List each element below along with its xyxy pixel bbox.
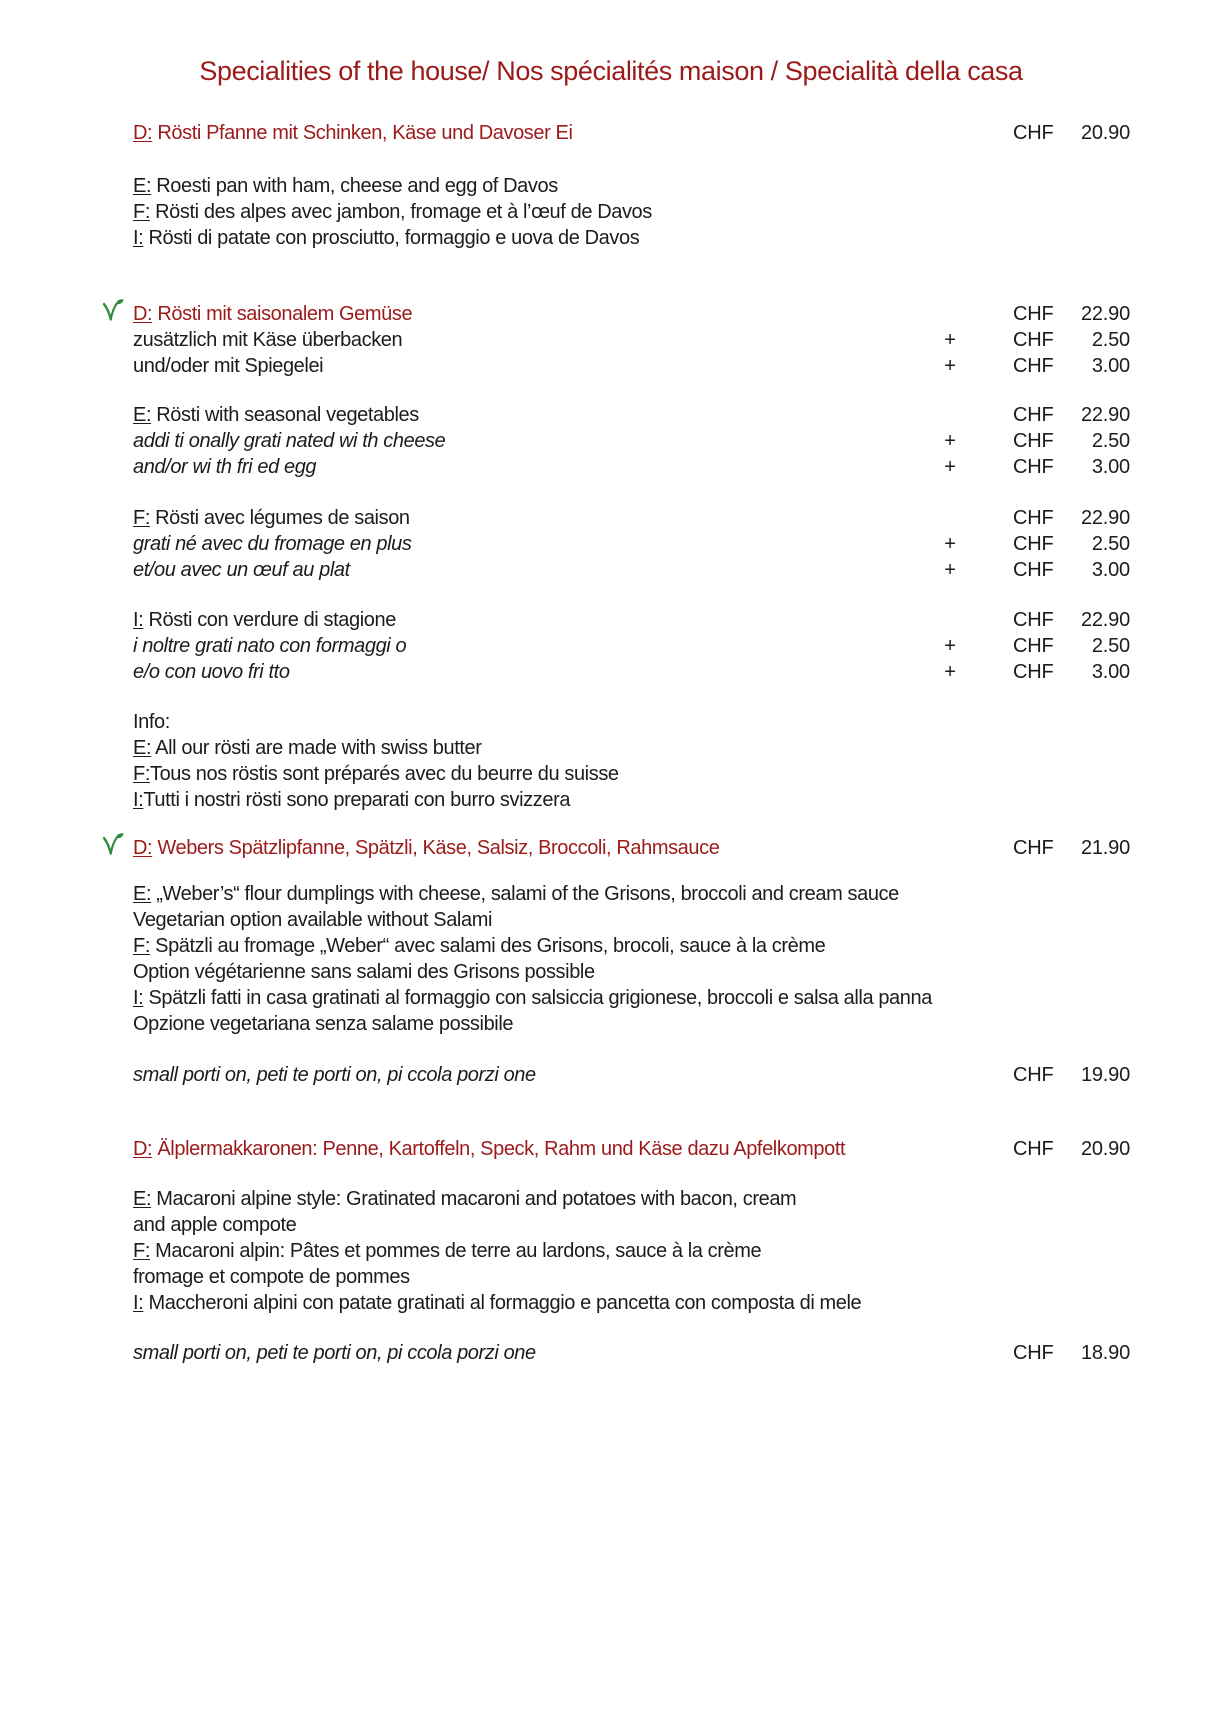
vegetarian-v-leaf-icon bbox=[99, 297, 127, 325]
surcharge-plus-sign: + bbox=[944, 355, 956, 377]
menu-line-text bbox=[133, 1214, 296, 1236]
menu-line-text bbox=[133, 789, 570, 811]
language-prefix: D: bbox=[133, 122, 153, 144]
menu-line-label: Tous nos röstis sont préparés avec du beurre du suisse bbox=[149, 763, 619, 785]
price-value: 22.90 bbox=[1080, 404, 1130, 426]
menu-line bbox=[133, 531, 1130, 557]
menu-line-text bbox=[133, 456, 316, 478]
menu-line-text bbox=[133, 1013, 513, 1035]
currency-label: CHF bbox=[1013, 1138, 1054, 1160]
currency-label: CHF bbox=[1013, 404, 1054, 426]
menu-lines bbox=[133, 90, 1130, 1366]
currency-label: CHF bbox=[1013, 609, 1054, 631]
menu-line-label: and apple compote bbox=[133, 1214, 297, 1236]
currency-label: CHF bbox=[1013, 837, 1054, 859]
menu-line-text bbox=[133, 1342, 536, 1364]
menu-line-text bbox=[133, 303, 412, 325]
language-prefix: E: bbox=[133, 737, 152, 759]
language-prefix: I: bbox=[133, 227, 144, 249]
menu-line-label: et/ou avec un œuf au plat bbox=[133, 559, 350, 581]
menu-line-label: Maccheroni alpini con patate gratinati al formaggio e pancetta con composta di mele bbox=[143, 1292, 862, 1314]
menu-item-heading bbox=[133, 835, 1130, 861]
page-title: Specialities of the house/ Nos spécialités maison / Specialità della casa bbox=[199, 56, 1023, 86]
menu-line bbox=[133, 173, 1130, 199]
menu-line-text bbox=[133, 175, 558, 197]
menu-line-text bbox=[133, 430, 445, 452]
menu-line-text bbox=[133, 1064, 536, 1086]
menu-line bbox=[133, 505, 1130, 531]
currency-label: CHF bbox=[1013, 456, 1054, 478]
currency-label: CHF bbox=[1013, 507, 1054, 529]
menu-line bbox=[133, 907, 1130, 933]
menu-line bbox=[133, 659, 1130, 685]
menu-line-text bbox=[133, 635, 406, 657]
menu-line-text bbox=[133, 404, 419, 426]
menu-line-text bbox=[133, 661, 290, 683]
menu-line bbox=[133, 761, 1130, 787]
menu-line-text bbox=[133, 1292, 861, 1314]
currency-label: CHF bbox=[1013, 329, 1054, 351]
menu-line-label: Info: bbox=[133, 711, 170, 733]
menu-line-text bbox=[133, 737, 482, 759]
currency-label: CHF bbox=[1013, 1342, 1054, 1364]
menu-line bbox=[133, 735, 1130, 761]
menu-item-heading bbox=[133, 1136, 1130, 1162]
currency-label: CHF bbox=[1013, 635, 1054, 657]
menu-line-label: All our rösti are made with swiss butter bbox=[151, 737, 482, 759]
vegetarian-v-leaf-icon bbox=[99, 831, 127, 859]
menu-line-text bbox=[133, 935, 825, 957]
menu-line bbox=[133, 985, 1130, 1011]
menu-line-label: Rösti di patate con prosciutto, formaggio e uova de Davos bbox=[143, 227, 640, 249]
menu-line-text bbox=[133, 987, 932, 1009]
menu-line-label: Rösti avec légumes de saison bbox=[149, 507, 410, 529]
language-prefix: I: bbox=[133, 609, 144, 631]
menu-line-label: „Weber’s“ flour dumplings with cheese, salami of the Grisons, broccoli and cream sauce bbox=[151, 883, 899, 905]
menu-line-label: fromage et compote de pommes bbox=[133, 1266, 410, 1288]
price-value: 3.00 bbox=[1091, 456, 1130, 478]
menu-line bbox=[133, 607, 1130, 633]
surcharge-plus-sign: + bbox=[944, 456, 956, 478]
surcharge-plus-sign: + bbox=[944, 533, 956, 555]
menu-line-label: Rösti with seasonal vegetables bbox=[151, 404, 419, 426]
menu-item-heading bbox=[133, 301, 1130, 327]
price-value: 3.00 bbox=[1091, 661, 1130, 683]
language-prefix: E: bbox=[133, 883, 152, 905]
menu-line-text bbox=[133, 1138, 845, 1160]
menu-line-text bbox=[133, 909, 492, 931]
menu-line-text bbox=[133, 763, 619, 785]
menu-line-label: i noltre grati nato con formaggi o bbox=[133, 635, 407, 657]
currency-label: CHF bbox=[1013, 533, 1054, 555]
menu-line-text bbox=[133, 1188, 796, 1210]
menu-item-heading bbox=[133, 120, 1130, 146]
menu-line bbox=[133, 1186, 1130, 1212]
menu-line bbox=[133, 1340, 1130, 1366]
menu-line-text bbox=[133, 201, 652, 223]
language-prefix: D: bbox=[133, 837, 153, 859]
menu-line bbox=[133, 327, 1130, 353]
language-prefix: F: bbox=[133, 763, 150, 785]
menu-line-label: small porti on, peti te porti on, pi ccola porzi one bbox=[133, 1064, 536, 1086]
currency-label: CHF bbox=[1013, 430, 1054, 452]
menu-line-text bbox=[133, 507, 410, 529]
menu-line-text bbox=[133, 227, 639, 249]
menu-line-label: Macaroni alpin: Pâtes et pommes de terre au lardons, sauce à la crème bbox=[149, 1240, 762, 1262]
menu-line bbox=[133, 1011, 1130, 1037]
menu-line-label: Rösti Pfanne mit Schinken, Käse und Davoser Ei bbox=[152, 122, 573, 144]
currency-label: CHF bbox=[1013, 1064, 1054, 1086]
language-prefix: I: bbox=[133, 789, 144, 811]
currency-label: CHF bbox=[1013, 303, 1054, 325]
language-prefix: E: bbox=[133, 404, 152, 426]
price-value: 2.50 bbox=[1091, 635, 1130, 657]
currency-label: CHF bbox=[1013, 122, 1054, 144]
menu-line-label: Opzione vegetariana senza salame possibile bbox=[133, 1013, 514, 1035]
language-prefix: I: bbox=[133, 987, 144, 1009]
price-value: 2.50 bbox=[1091, 533, 1130, 555]
surcharge-plus-sign: + bbox=[944, 635, 956, 657]
menu-line bbox=[133, 933, 1130, 959]
price-value: 2.50 bbox=[1091, 329, 1130, 351]
menu-line bbox=[133, 1212, 1130, 1238]
menu-line-label: small porti on, peti te porti on, pi ccola porzi one bbox=[133, 1342, 536, 1364]
menu-line bbox=[133, 402, 1130, 428]
menu-line bbox=[133, 959, 1130, 985]
menu-line-label: Rösti des alpes avec jambon, fromage et à l’œuf de Davos bbox=[149, 201, 652, 223]
currency-label: CHF bbox=[1013, 559, 1054, 581]
menu-line bbox=[133, 1264, 1130, 1290]
menu-line-label: grati né avec du fromage en plus bbox=[133, 533, 412, 555]
price-value: 2.50 bbox=[1091, 430, 1130, 452]
language-prefix: I: bbox=[133, 1292, 144, 1314]
price-value: 21.90 bbox=[1080, 837, 1130, 859]
menu-line-label: Älplermakkaronen: Penne, Kartoffeln, Speck, Rahm und Käse dazu Apfelkompott bbox=[152, 1138, 846, 1160]
menu-line-label: Rösti con verdure di stagione bbox=[143, 609, 396, 631]
surcharge-plus-sign: + bbox=[944, 661, 956, 683]
menu-line-text bbox=[133, 355, 323, 377]
price-value: 22.90 bbox=[1080, 303, 1130, 325]
menu-line-label: und/oder mit Spiegelei bbox=[133, 355, 324, 377]
menu-line-label: Rösti mit saisonalem Gemüse bbox=[152, 303, 413, 325]
menu-line-text bbox=[133, 122, 573, 144]
menu-line-text bbox=[133, 559, 350, 581]
price-value: 22.90 bbox=[1080, 507, 1130, 529]
menu-line-text bbox=[133, 711, 170, 733]
menu-line bbox=[133, 1062, 1130, 1088]
price-value: 22.90 bbox=[1080, 609, 1130, 631]
menu-line-text bbox=[133, 1266, 410, 1288]
menu-line-text bbox=[133, 837, 719, 859]
language-prefix: D: bbox=[133, 303, 153, 325]
menu-line bbox=[133, 1238, 1130, 1264]
price-value: 3.00 bbox=[1091, 559, 1130, 581]
menu-line-label: Webers Spätzlipfanne, Spätzli, Käse, Salsiz, Broccoli, Rahmsauce bbox=[152, 837, 720, 859]
menu-line bbox=[133, 787, 1130, 813]
menu-line-text bbox=[133, 961, 595, 983]
menu-line bbox=[133, 881, 1130, 907]
menu-line-label: Macaroni alpine style: Gratinated macaroni and potatoes with bacon, cream bbox=[151, 1188, 797, 1210]
menu-line bbox=[133, 353, 1130, 379]
language-prefix: D: bbox=[133, 1138, 153, 1160]
surcharge-plus-sign: + bbox=[944, 430, 956, 452]
menu-line-label: Spätzli fatti in casa gratinati al formaggio con salsiccia grigionese, broccoli e salsa alla panna bbox=[143, 987, 932, 1009]
menu-line-text bbox=[133, 329, 402, 351]
menu-line-text bbox=[133, 609, 396, 631]
language-prefix: F: bbox=[133, 935, 150, 957]
price-value: 20.90 bbox=[1080, 1138, 1130, 1160]
price-value: 19.90 bbox=[1080, 1064, 1130, 1086]
price-value: 3.00 bbox=[1091, 355, 1130, 377]
menu-line-label: Roesti pan with ham, cheese and egg of Davos bbox=[151, 175, 558, 197]
menu-line-label: Spätzli au fromage „Weber“ avec salami des Grisons, brocoli, sauce à la crème bbox=[149, 935, 826, 957]
menu-line-label: e/o con uovo fri tto bbox=[133, 661, 290, 683]
currency-label: CHF bbox=[1013, 661, 1054, 683]
language-prefix: F: bbox=[133, 507, 150, 529]
surcharge-plus-sign: + bbox=[944, 559, 956, 581]
menu-line-label: addi ti onally grati nated wi th cheese bbox=[133, 430, 446, 452]
menu-line bbox=[133, 633, 1130, 659]
menu-line bbox=[133, 428, 1130, 454]
price-value: 18.90 bbox=[1080, 1342, 1130, 1364]
currency-label: CHF bbox=[1013, 355, 1054, 377]
menu-line bbox=[133, 557, 1130, 583]
language-prefix: E: bbox=[133, 175, 152, 197]
menu-line bbox=[133, 1290, 1130, 1316]
menu-line-label: zusätzlich mit Käse überbacken bbox=[133, 329, 403, 351]
menu-line-text bbox=[133, 883, 899, 905]
language-prefix: F: bbox=[133, 1240, 150, 1262]
menu-line bbox=[133, 454, 1130, 480]
menu-line-label: Vegetarian option available without Salami bbox=[133, 909, 493, 931]
language-prefix: F: bbox=[133, 201, 150, 223]
menu-line bbox=[133, 225, 1130, 251]
menu-line-text bbox=[133, 1240, 761, 1262]
price-value: 20.90 bbox=[1080, 122, 1130, 144]
menu-line bbox=[133, 709, 1130, 735]
menu-line-text bbox=[133, 533, 412, 555]
language-prefix: E: bbox=[133, 1188, 152, 1210]
menu-line-label: Option végétarienne sans salami des Grisons possible bbox=[133, 961, 595, 983]
menu-line-label: Tutti i nostri rösti sono preparati con burro svizzera bbox=[143, 789, 571, 811]
menu-line bbox=[133, 199, 1130, 225]
surcharge-plus-sign: + bbox=[944, 329, 956, 351]
menu-line-label: and/or wi th fri ed egg bbox=[133, 456, 317, 478]
